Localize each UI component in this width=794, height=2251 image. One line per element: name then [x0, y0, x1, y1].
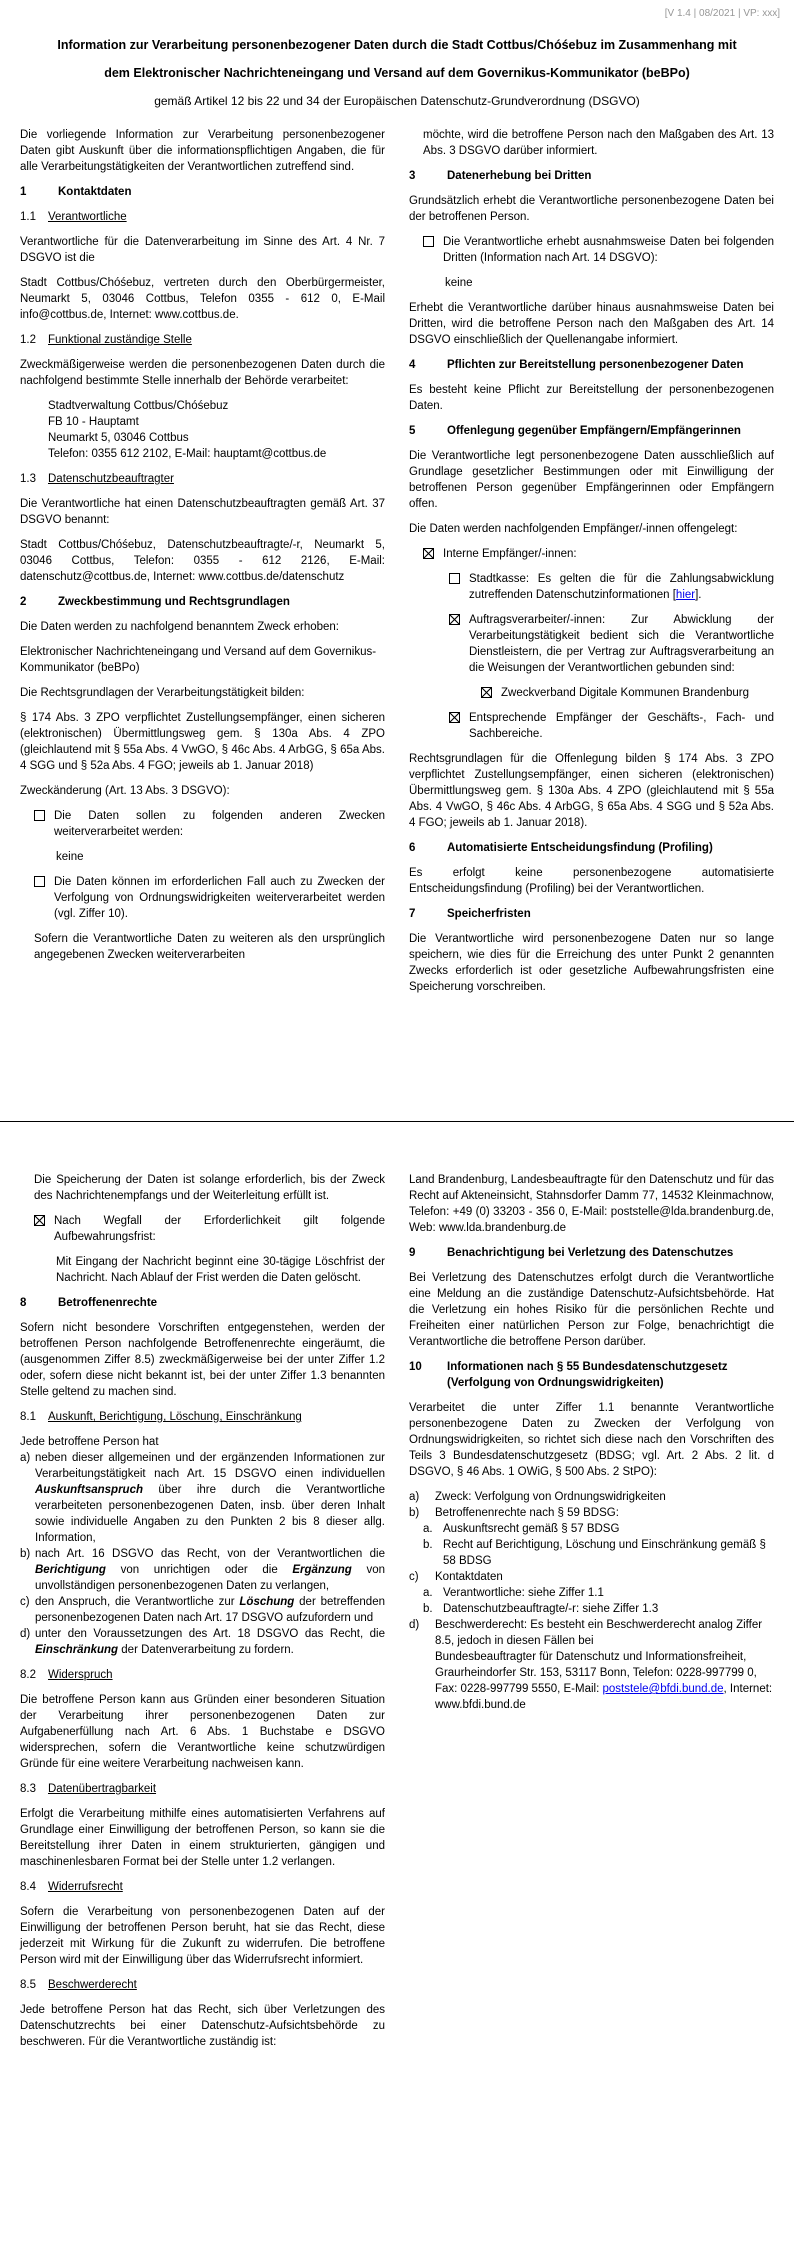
- paragraph: Die Daten werden zu nachfolgend benanntem Zweck erhoben:: [20, 621, 340, 633]
- section-number: 5: [409, 425, 416, 437]
- subsection-title: Beschwerderecht: [48, 1979, 137, 1991]
- section-number: 6: [409, 842, 416, 854]
- address-block: Land Brandenburg, Landesbeauftragte für den Datenschutz und für das Recht auf Akteneinsicht, Stahnsdorfer Damm 77, 14532 Kleinmachnow, Telefon: +49 (0) 33203 - 356 0, E-Mail: poststelle@lda.brandenburg.de, Web: www.lda.brandenburg.de: [409, 1174, 774, 1234]
- page-1-columns: [0, 127, 794, 1004]
- section-number: 9: [409, 1247, 416, 1259]
- page-1-column-left: [20, 127, 385, 1004]
- list-item: [423, 1601, 774, 1617]
- paragraph: Erfolgt die Verarbeitung mithilfe eines automatisierten Verfahrens auf Grundlage einer Einwilligung der betroffenen Person, so kann sie die Bereitstellung ihrer Daten in einem strukturierten, gängigen und maschinenlesbaren Format bei der Stelle unter 1.2 verlangen.: [20, 1808, 385, 1868]
- paragraph: Die betroffene Person kann aus Gründen einer besonderen Situation der Verarbeitung ihrer personenbezogenen Daten zur Aufgabenerfüllung nach Art. 6 Abs. 1 Buchstabe e DSGVO widersprechen, sofern die Verantwortliche keine schutzwürdigen Gründe für eine weitere Verarbeitung nachweisen kann.: [20, 1694, 385, 1770]
- section-heading: [409, 906, 774, 922]
- checkbox-checked[interactable]: [423, 548, 434, 559]
- paragraph: Die Rechtsgrundlagen der Verarbeitungstätigkeit bilden:: [20, 687, 305, 699]
- list-item-label: a.: [423, 1523, 433, 1535]
- subsection-heading: [20, 209, 385, 225]
- list-item: [409, 1617, 774, 1713]
- list-item: [423, 1537, 774, 1569]
- list-item-label: b.: [423, 1603, 433, 1615]
- list-item-text: nach Art. 16 DSGVO das Recht, von der Verantwortlichen die Berichtigung von unrichtigen oder die Ergänzung von unvollständigen personenbezogenen Daten zu verlangen,: [35, 1548, 385, 1592]
- list-item-text: Recht auf Berichtigung, Löschung und Einschränkung gemäß § 58 BDSG: [443, 1539, 766, 1567]
- subsection-heading: [20, 1977, 385, 1993]
- list-item-text: Auskunftsrecht gemäß § 57 BDSG: [443, 1523, 620, 1535]
- list-item-text: Verantwortliche: siehe Ziffer 1.1: [443, 1587, 604, 1599]
- page-2-columns: [0, 1172, 794, 2059]
- list-item-text: Betroffenenrechte nach § 59 BDSG:: [435, 1507, 619, 1519]
- section-heading: [20, 1295, 385, 1311]
- list-item: [20, 1626, 385, 1658]
- section-number: 1: [20, 186, 27, 198]
- list-item-label: b): [409, 1507, 420, 1519]
- subsection-heading: [20, 1409, 385, 1425]
- list-item: [423, 1521, 774, 1537]
- subsection-number: 8.4: [20, 1881, 36, 1893]
- title-line-2: dem Elektronischer Nachrichteneingang und Versand auf dem Governikus-Kommunikator (beBPo): [104, 66, 690, 80]
- paragraph: Die Verantwortliche legt personenbezogene Daten ausschließlich auf Grundlage gesetzlicher Bestimmungen oder mit Einwilligung der betroffenen Person gegenüber Empfängerinnen oder Empfängern offen.: [409, 450, 774, 510]
- paragraph: Grundsätzlich erhebt die Verantwortliche personenbezogene Daten bei der betroffenen Person.: [409, 195, 774, 223]
- subsection-heading: [20, 1879, 385, 1895]
- paragraph: Verantwortliche für die Datenverarbeitung im Sinne des Art. 4 Nr. 7 DSGVO ist die: [20, 236, 385, 264]
- checkbox-item: [423, 234, 774, 266]
- paragraph: Die Verantwortliche wird personenbezogene Daten nur so lange speichern, wie dies für die Erreichung des unter Punkt 2 genannten Zwecks erforderlich ist oder gesetzliche Aufbewahrungsfristen eine Speicherung vorschreiben.: [409, 933, 774, 993]
- subsection-title: Datenübertragbarkeit: [48, 1783, 157, 1795]
- list-item: [20, 1450, 385, 1546]
- paragraph: möchte, wird die betroffene Person nach den Maßgaben des Art. 13 Abs. 3 DSGVO darüber informiert.: [423, 129, 774, 157]
- subsection-title: Widerrufsrecht: [48, 1881, 123, 1893]
- list-item-text: Beschwerderecht: Es besteht ein Beschwerderecht analog Ziffer 8.5, jedoch in diesen Fällen bei Bundesbeauftragter für Datenschutz und Informationsfreiheit, Graurheindorfer Str. 153, 53117 Bonn, Telefon: 0228-997799 0, Fax: 0228-997799 5550, E-Mail: poststele@bfdi.bund.de, Internet: www.bfdi.bund.de: [435, 1619, 773, 1711]
- paragraph: Rechtsgrundlagen für die Offenlegung bilden § 174 Abs. 3 ZPO verpflichtet Zustellungsempfänger, einen sicheren (elektronischen) Übermittlungsweg gem. § 130a Abs. 4 ZPO (gleichlautend mit § 55a Abs. 4 VwGO, § 46c Abs. 4 ArbGG, § 65a Abs. 4 SGG und § 52a Abs. 4 FGO; jeweils ab 1. Januar 2018).: [409, 753, 774, 829]
- checkbox-item: [34, 808, 385, 840]
- paragraph: Sofern die Verarbeitung von personenbezogenen Daten auf der Einwilligung der betroffenen Person beruht, hat sie das Recht, diese jederzeit mit Wirkung für die Zukunft zu widerrufen. Die betroffene Person wird mit der Einwilligung über das Widerrufsrecht informiert.: [20, 1906, 385, 1966]
- address-block: § 174 Abs. 3 ZPO verpflichtet Zustellungsempfänger, einen sicheren (elektronischen) Übermittlungsweg gem. § 130a Abs. 4 ZPO (gleichlautend mit § 55a Abs. 4 VwGO, § 46c Abs. 4 ArbGG, § 65a Abs. 4 SGG und § 52a Abs. 4 FGO; jeweils ab 1. Januar 2018): [20, 712, 385, 772]
- list-item-text: neben dieser allgemeinen und der ergänzenden Informationen zur Verarbeitungstätigkeit nach Art. 15 DSGVO einen individuellen Auskunftsanspruch über ihre durch die Verantwortliche verarbeiteten personenbezogenen Daten, insb. über deren Inhalt sowie individuelle Angaben zu den Punkten 2 bis 8 dieser allg. Information,: [35, 1452, 385, 1544]
- subsection-heading: [20, 1781, 385, 1797]
- paragraph: Es besteht keine Pflicht zur Bereitstellung der personenbezogenen Daten.: [409, 384, 774, 412]
- page-2: [0, 1122, 794, 2250]
- subsection-title: Auskunft, Berichtigung, Löschung, Einschränkung: [48, 1411, 302, 1423]
- list-item-text: den Anspruch, die Verantwortliche zur Löschung der betreffenden personenbezogenen Daten nach Art. 17 DSGVO aufzufordern und: [35, 1596, 385, 1624]
- section-title: Zweckbestimmung und Rechtsgrundlagen: [58, 596, 290, 608]
- checkbox-unchecked[interactable]: [34, 876, 45, 887]
- section-heading: [409, 1359, 774, 1391]
- subsection-heading: [20, 332, 385, 348]
- list-item: [409, 1489, 774, 1505]
- checkbox-item: [449, 571, 774, 603]
- section-number: 8: [20, 1297, 27, 1309]
- hyperlink[interactable]: poststele@bfdi.bund.de: [602, 1683, 724, 1695]
- paragraph: Sofern die Verantwortliche Daten zu weiteren als den ursprünglich angegebenen Zwecken weiterverarbeiten: [34, 933, 385, 961]
- paragraph: Die Verantwortliche hat einen Datenschutzbeauftragten gemäß Art. 37 DSGVO benannt:: [20, 498, 385, 526]
- subsection-number: 8.3: [20, 1783, 36, 1795]
- subsection-number: 8.1: [20, 1411, 36, 1423]
- subsection-title: Funktional zuständige Stelle: [48, 334, 192, 346]
- subsection-heading: [20, 471, 385, 487]
- section-title: Betroffenenrechte: [58, 1297, 158, 1309]
- checkbox-checked[interactable]: [449, 712, 460, 723]
- paragraph: Die Daten werden nachfolgenden Empfänger/-innen offengelegt:: [409, 523, 738, 535]
- list-item: [409, 1569, 774, 1585]
- address-line: FB 10 - Hauptamt: [48, 416, 139, 428]
- note-text: keine: [56, 851, 84, 863]
- section-title: Kontaktdaten: [58, 186, 132, 198]
- checkbox-label: Interne Empfänger/-innen:: [443, 548, 577, 560]
- address-block: Stadt Cottbus/Chóśebuz, Datenschutzbeauftragte/-r, Neumarkt 5, 03046 Cottbus, Telefon: 0355 - 612 2126, E-Mail: datenschutz@cottbus.de, Internet: www.cottbus.de/datenschutz: [20, 539, 385, 583]
- checkbox-checked[interactable]: [449, 614, 460, 625]
- section-number: 10: [409, 1361, 422, 1373]
- paragraph: Es erfolgt keine personenbezogene automatisierte Entscheidungsfindung (Profiling) bei der Verantwortlichen.: [409, 867, 774, 895]
- subsection-number: 8.2: [20, 1669, 36, 1681]
- note-text: Mit Eingang der Nachricht beginnt eine 30-tägige Löschfrist der Nachricht. Nach Ablauf der Frist werden die Daten gelöscht.: [56, 1256, 385, 1284]
- section-number: 3: [409, 170, 416, 182]
- list-item-label: b.: [423, 1539, 433, 1551]
- checkbox-label: Die Daten können im erforderlichen Fall auch zu Zwecken der Verfolgung von Ordnungswidrigkeiten weiterverarbeitet werden (vgl. Ziffer 10).: [54, 876, 385, 920]
- list-item-label: c): [409, 1571, 419, 1583]
- list-item-label: d): [20, 1628, 31, 1640]
- checkbox-item: [34, 874, 385, 922]
- section-title: Benachrichtigung bei Verletzung des Datenschutzes: [447, 1247, 734, 1259]
- list-item-label: a.: [423, 1587, 433, 1599]
- version-tag: [V 1.4 | 08/2021 | VP: xxx]: [664, 8, 780, 19]
- section-title: Pflichten zur Bereitstellung personenbezogener Daten: [447, 359, 744, 371]
- list-item: [423, 1585, 774, 1601]
- page-1-column-right: [409, 127, 774, 1004]
- list: [409, 1489, 774, 1713]
- section-title: Informationen nach § 55 Bundesdatenschutzgesetz (Verfolgung von Ordnungswidrigkeiten): [447, 1361, 728, 1389]
- list-item: [20, 1546, 385, 1594]
- page-1: [0, 0, 794, 1122]
- checkbox-label: Zweckverband Digitale Kommunen Brandenburg: [501, 687, 750, 699]
- checkbox-item: [481, 685, 774, 701]
- list-item: [20, 1594, 385, 1626]
- paragraph: Sofern nicht besondere Vorschriften entgegenstehen, werden der betroffenen Person nachfolgende Betroffenenrechte eingeräumt, die (ausgenommen Ziffer 8.5) zweckmäßigerweise bei der unter Ziffer 1.2 oder, sofern diese nicht bekannt ist, bei der unter Ziffer 1.3 benannten Stelle geltend zu machen sind.: [20, 1322, 385, 1398]
- address-block: Stadt Cottbus/Chóśebuz, vertreten durch den Oberbürgermeister, Neumarkt 5, 03046 Cottbus, Telefon 0355 - 612 0, E-Mail info@cottbus.de, Internet: www.cottbus.de.: [20, 277, 385, 321]
- paragraph: Zweckänderung (Art. 13 Abs. 3 DSGVO):: [20, 785, 230, 797]
- list-item-text: Kontaktdaten: [435, 1571, 503, 1583]
- checkbox-item: [449, 612, 774, 676]
- paragraph: Jede betroffene Person hat: [20, 1436, 159, 1448]
- list-item-label: c): [20, 1596, 30, 1608]
- checkbox-unchecked[interactable]: [449, 573, 460, 584]
- checkbox-label: Nach Wegfall der Erforderlichkeit gilt folgende Aufbewahrungsfrist:: [54, 1215, 385, 1243]
- checkbox-checked[interactable]: [34, 1215, 45, 1226]
- note-text: keine: [445, 277, 473, 289]
- list-item-text: Zweck: Verfolgung von Ordnungswidrigkeiten: [435, 1491, 666, 1503]
- paragraph: Zweckmäßigerweise werden die personenbezogenen Daten durch die nachfolgend bestimmte Stelle innerhalb der Behörde verarbeitet:: [20, 359, 385, 387]
- list-item-label: a): [20, 1452, 31, 1464]
- title-line-1: Information zur Verarbeitung personenbezogener Daten durch die Stadt Cottbus/Chóśebuz im Zusammenhang mit: [57, 38, 737, 52]
- subsection-title: Verantwortliche: [48, 211, 127, 223]
- list-item-label: a): [409, 1491, 420, 1503]
- paragraph: Verarbeitet die unter Ziffer 1.1 benannte Verantwortliche personenbezogene Daten zu Zwecken der Verfolgung von Ordnungswidrigkeiten, so richtet sich diese nach den Vorschriften des Teils 3 Bundesdatenschutzgesetz (BDSG; vgl. Art. 2 Abs. 2 lit. d DSGVO, § 46 Abs. 1 OWiG, § 500 Abs. 2 StPO):: [409, 1402, 774, 1478]
- checkbox-label: Entsprechende Empfänger der Geschäfts-, Fach- und Sachbereiche.: [469, 712, 774, 740]
- list-item-label: b): [20, 1548, 31, 1560]
- subsection-number: 1.3: [20, 473, 36, 485]
- list-item-text: unter den Voraussetzungen des Art. 18 DSGVO das Recht, die Einschränkung der Datenverarbeitung zu fordern.: [35, 1628, 385, 1656]
- address-line: Telefon: 0355 612 2102, E-Mail: hauptamt@cottbus.de: [48, 448, 327, 460]
- address-line: Stadtverwaltung Cottbus/Chóśebuz: [48, 400, 229, 412]
- checkbox-checked[interactable]: [481, 687, 492, 698]
- subsection-number: 8.5: [20, 1979, 36, 1991]
- checkbox-label: Die Verantwortliche erhebt ausnahmsweise Daten bei folgenden Dritten (Information nach Art. 14 DSGVO):: [443, 236, 774, 264]
- section-heading: [409, 840, 774, 856]
- subsection-heading: [20, 1667, 385, 1683]
- subsection-title: Widerspruch: [48, 1669, 113, 1681]
- checkbox-label: Die Daten sollen zu folgenden anderen Zwecken weiterverarbeitet werden:: [54, 810, 385, 838]
- checkbox-item: [34, 1213, 385, 1245]
- section-number: 4: [409, 359, 416, 371]
- hyperlink[interactable]: hier: [675, 589, 696, 601]
- checkbox-label: Stadtkasse: Es gelten die für die Zahlungsabwicklung zutreffenden Datenschutzinformationen [hier].: [469, 573, 774, 601]
- section-heading: [409, 168, 774, 184]
- section-heading: [409, 423, 774, 439]
- paragraph: Die vorliegende Information zur Verarbeitung personenbezogener Daten gibt Auskunft über die informationspflichtigen Angaben, die für alle Verarbeitungstätigkeiten der Verantwortlichen zutreffend sind.: [20, 129, 385, 173]
- subtitle: gemäß Artikel 12 bis 22 und 34 der Europäischen Datenschutz-Grundverordnung (DSGVO): [154, 94, 640, 108]
- checkbox-unchecked[interactable]: [423, 236, 434, 247]
- paragraph: Jede betroffene Person hat das Recht, sich über Verletzungen des Datenschutzrechts bei einer Datenschutz-Aufsichtsbehörde zu beschweren. Für die Verantwortliche zuständig ist:: [20, 2004, 385, 2048]
- page-2-column-left: [20, 1172, 385, 2059]
- address-block: Elektronischer Nachrichteneingang und Versand auf dem Governikus-Kommunikator (beBPo): [20, 646, 377, 674]
- page-2-column-right: [409, 1172, 774, 2059]
- address-line: Neumarkt 5, 03046 Cottbus: [48, 432, 189, 444]
- section-number: 7: [409, 908, 416, 920]
- checkbox-item: [449, 710, 774, 742]
- paragraph: Bei Verletzung des Datenschutzes erfolgt durch die Verantwortliche eine Meldung an die zuständige Datenschutz-Aufsichtsbehörde. Hat die Verletzung ein hohes Risiko für die persönlichen Rechte und Freiheiten einer natürlichen Person zur Folge, benachrichtigt die Verantwortliche die betroffene Person darüber.: [409, 1272, 774, 1348]
- section-title: Datenerhebung bei Dritten: [447, 170, 592, 182]
- checkbox-label: Auftragsverarbeiter/-innen: Zur Abwicklung der Verarbeitungstätigkeit bedient sich die Verantwortliche Dienstleistern, die per Vertrag zur Auftragsverarbeitung an die Weisungen der Verantwortlichen gebunden sind:: [469, 614, 774, 674]
- section-heading: [20, 594, 385, 610]
- list: [20, 1450, 385, 1658]
- address-block: [48, 398, 385, 462]
- paragraph: Die Speicherung der Daten ist solange erforderlich, bis der Zweck des Nachrichtenempfangs und der Weiterleitung erfüllt ist.: [34, 1174, 385, 1202]
- section-title: Automatisierte Entscheidungsfindung (Profiling): [447, 842, 713, 854]
- checkbox-unchecked[interactable]: [34, 810, 45, 821]
- section-title: Speicherfristen: [447, 908, 531, 920]
- subsection-title: Datenschutzbeauftragter: [48, 473, 174, 485]
- list-item-label: d): [409, 1619, 420, 1631]
- checkbox-item: [423, 546, 774, 562]
- paragraph: Erhebt die Verantwortliche darüber hinaus ausnahmsweise Daten bei Dritten, wird die betroffene Person nach den Maßgaben des Art. 14 DSGVO einschließlich der Quellenangabe informiert.: [409, 302, 774, 346]
- section-number: 2: [20, 596, 27, 608]
- subsection-number: 1.1: [20, 211, 36, 223]
- section-heading: [409, 357, 774, 373]
- list-item-text: Datenschutzbeauftragte/-r: siehe Ziffer 1.3: [443, 1603, 659, 1615]
- document-title: [0, 31, 794, 115]
- subsection-number: 1.2: [20, 334, 36, 346]
- section-heading: [20, 184, 385, 200]
- list-item: [409, 1505, 774, 1521]
- section-heading: [409, 1245, 774, 1261]
- section-title: Offenlegung gegenüber Empfängern/Empfängerinnen: [447, 425, 741, 437]
